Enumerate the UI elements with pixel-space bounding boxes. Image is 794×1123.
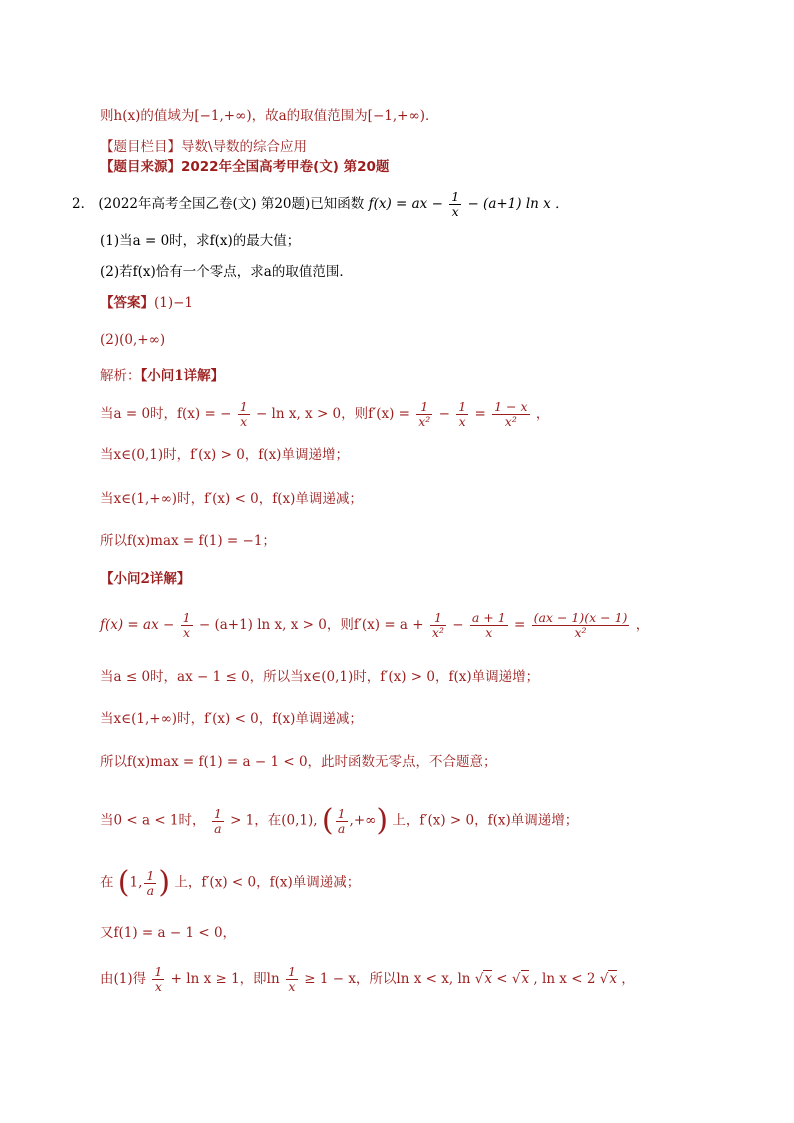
q2-frac-1-over-x: $\frac{1}{x}$ [182,610,191,640]
answer-part-1: (1)−1 [154,295,194,311]
stem-formula-fraction: $\frac{1}{x}$ [451,189,460,219]
q1-line-4: 所以f(x)max = f(1) = −1； [100,533,276,549]
interval-plus-inf: ,+∞ [349,812,377,829]
q2-line-1-b: − (a+1) ln x, x > 0，则f′(x) = a + [198,617,424,633]
q1-line-3: 当x∈(1,+∞)时，f′(x) < 0，f(x)单调递减； [100,491,363,507]
problem-part-2: (2)若f(x)恰有一个零点，求a的取值范围． [100,264,353,280]
q2-label: 【小问2详解】 [100,571,191,587]
q2-line-8-end: ， [621,971,635,987]
problem-stem-text: (2022年高考全国乙卷(文) 第20题)已知函数 [98,196,365,212]
q2-line-4: 所以f(x)max = f(1) = a − 1 < 0，此时函数无零点，不合题意； [100,754,497,770]
solution-intro: 解析： [100,368,141,384]
q1-line-1-eq: = [474,406,486,422]
q1-line-1: 当a = 0时，f(x) = − $\frac{1}{x}$ − ln x, x > 0，则f′(x) = $\frac{1}{\text{x²}}$ − $\frac{1}{x}$ = $\frac{1 - x}{\text{x²}}$ ， [100,399,550,429]
q1-label: 【小问1详解】 [140,368,225,384]
q2-frac-1-over-x2: $\frac{1}{\text{x²}}$ [431,610,444,640]
sqrt-x-3: x [609,971,617,987]
stem-formula-lhs: f(x) = ax − [368,196,443,212]
q2-line-1-a: f(x) = ax − [100,617,175,633]
q2-line-5-b: > 1，在(0,1), [230,812,318,829]
problem-stem [72,190,569,219]
stem-formula-rest: − (a+1) ln x ． [467,196,569,212]
q2-line-2: 当a ≤ 0时，ax − 1 ≤ 0，所以当x∈(0,1)时，f′(x) > 0，f(x)单调递增； [100,669,540,685]
q2-line-5-a: 当0 < a < 1时， [100,812,206,829]
sqrt-x-2: x [521,971,530,987]
q2-line-8-frac-1: $\frac{1}{x}$ [154,964,163,994]
previous-conclusion: 则h(x)的值域为[−1,+∞)，故a的取值范围为[−1,+∞)． [100,108,439,124]
column-tag: 【题目栏目】导数\导数的综合应用 [100,139,308,155]
q2-line-8-b: + ln x ≥ 1，即ln [170,971,280,987]
q2-line-8: 由(1)得 $\frac{1}{x}$ + ln x ≥ 1，即ln $\frac{1}{x}$ ≥ 1 − x，所以ln x < x, ln √x < √x , ln x < 2 √x ， [100,964,635,994]
q2-line-5-c: 上，f′(x) > 0，f(x)单调递增； [392,812,579,829]
q2-line-8-frac-2: $\frac{1}{x}$ [287,964,296,994]
frac-1mx-over-x2: $\frac{1 - x}{\text{x²}}$ [494,399,528,429]
solution-header [100,366,224,386]
q2-frac-product-over-x2: $\frac{(ax - 1)(x - 1)}{\text{x²}}$ [533,610,628,640]
q2-line-8-d: < [496,971,512,987]
q2-line-5: 当0 < a < 1时， $\frac{1}{a}$ > 1，在(0,1), ( $\frac{1}{a}$ ,+∞) 上，f′(x) > 0，f(x)单调递增； [100,803,579,838]
q2-line-8-c: ≥ 1 − x，所以ln x < x, ln [304,971,471,987]
q2-line-8-e: , ln x < 2 [533,971,596,987]
q2-line-7: 又f(1) = a − 1 < 0， [100,925,237,941]
q2-line-6-b: 上，f′(x) < 0，f(x)单调递减； [174,874,361,891]
q1-line-1-b: − ln x, x > 0，则f′(x) = [255,406,410,422]
frac-1-over-a: $\frac{1}{a}$ [213,805,222,836]
frac-1-over-x-b: $\frac{1}{x}$ [458,399,467,429]
sqrt-x-1: x [484,971,492,987]
q2-line-8-a: 由(1)得 [100,971,147,987]
problem-number: 2． [72,196,95,212]
answer-label: 【答案】 [100,295,154,311]
q2-line-6-a: 在 [100,874,114,891]
q2-line-3: 当x∈(1,+∞)时，f′(x) < 0，f(x)单调递减； [100,711,363,727]
q1-line-1-a: 当a = 0时，f(x) = − [100,406,232,422]
q1-line-1-end: ， [535,406,550,422]
answer-part-2: (2)(0,+∞) [100,332,166,348]
frac-1-over-x: $\frac{1}{x}$ [239,399,248,429]
source-tag: 【题目来源】2022年全国高考甲卷(文) 第20题 [100,159,390,175]
problem-part-1: (1)当a = 0时，求f(x)的最大值； [100,233,301,249]
interval-frac-1-over-a: $\frac{1}{a}$ [337,805,346,836]
q2-line-1: f(x) = ax − $\frac{1}{x}$ − (a+1) ln x, x > 0，则f′(x) = a + $\frac{1}{\text{x²}}$ − $\frac{a + 1}{x}$ = $\frac{(ax - 1)(x - 1)}{\text{x²}}$ ， [100,610,650,640]
interval-frac-1-over-a-b: $\frac{1}{a}$ [146,867,155,898]
q2-frac-ap1-over-x: $\frac{a + 1}{x}$ [471,610,506,640]
q2-line-6: 在 (1, $\frac{1}{a}$ ) 上，f′(x) < 0，f(x)单调递减； [100,865,361,900]
q1-line-2: 当x∈(0,1)时，f′(x) > 0，f(x)单调递增； [100,447,349,463]
interval-one: 1, [129,874,143,891]
q2-line-1-end: ， [635,617,650,633]
frac-1-over-x2: $\frac{1}{\text{x²}}$ [418,399,431,429]
answer-line-1 [100,293,193,313]
